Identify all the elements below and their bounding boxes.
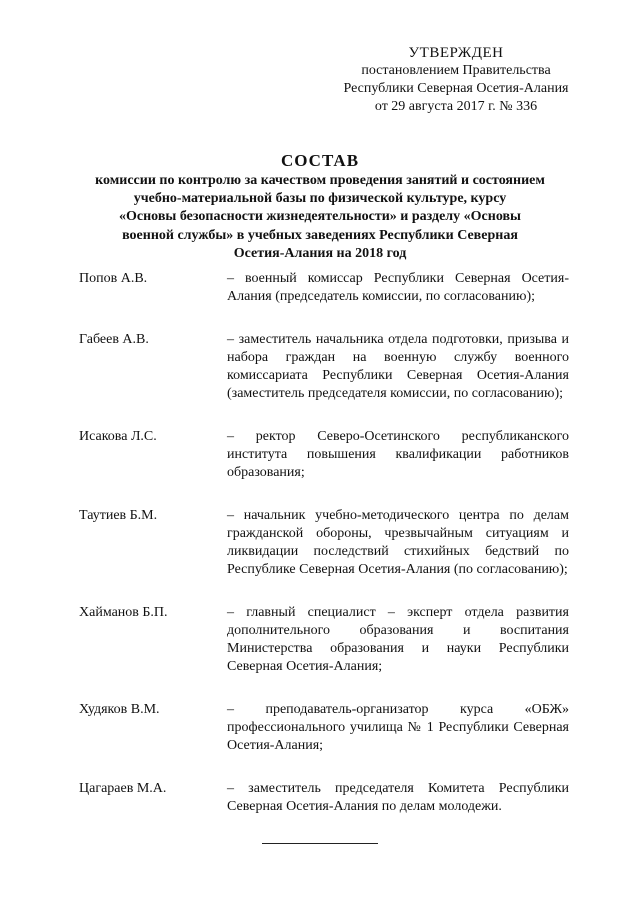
member-row — [79, 331, 569, 403]
member-row — [79, 507, 569, 579]
member-name: Хайманов Б.П. — [79, 605, 168, 620]
approval-stamp — [300, 44, 612, 116]
member-role: – главный специалист – эксперт отдела развития дополнительного образования и воспитания Министерства образования и науки Республики Северная Осетия-Алания; — [227, 605, 569, 674]
member-row — [79, 701, 569, 755]
member-name: Попов А.В. — [79, 271, 148, 286]
member-row — [79, 604, 569, 676]
approval-line-3: от 29 августа 2017 г. № 336 — [374, 99, 538, 114]
subtitle-line: учебно-материальной базы по физической культуре, курсу — [133, 191, 507, 207]
closing-divider — [262, 843, 378, 844]
approval-title: УТВЕРЖДЕН — [408, 45, 504, 61]
member-name: Исакова Л.С. — [79, 429, 157, 444]
subtitle-line: комиссии по контролю за качеством проведения занятий и состоянием — [95, 173, 545, 188]
member-name: Худяков В.М. — [79, 702, 160, 717]
member-role: – начальник учебно-методического центра по делам гражданской обороны, чрезвычайным ситуациям и ликвидации последствий стихийных бедствий по Республике Северная Осетия-Алания (по согласованию); — [227, 508, 569, 577]
subtitle-line: «Основы безопасности жизнедеятельности» и разделу «Основы — [119, 209, 521, 225]
member-role: – военный комиссар Республики Северная Осетия-Алания (председатель комиссии, по согласованию); — [227, 271, 569, 304]
document-title: СОСТАВ — [280, 151, 360, 170]
member-role: – ректор Северо-Осетинского республиканского института повышения квалификации работников образования; — [227, 429, 569, 480]
member-role: – заместитель начальника отдела подготовки, призыва и набора граждан на военную службу военного комиссариата Республики Северная Осетия-Алания (заместитель председателя комиссии, по согласованию); — [227, 332, 569, 401]
subtitle-line: Осетия-Алания на 2018 год — [233, 245, 407, 261]
member-row — [79, 780, 569, 816]
member-row — [79, 428, 569, 482]
member-name: Таутиев Б.М. — [79, 508, 158, 523]
approval-line-1: постановлением Правительства — [361, 63, 551, 78]
member-role: – преподаватель-организатор курса «ОБЖ» профессионального училища № 1 Республики Северная Осетия-Алания; — [227, 702, 569, 753]
member-name: Цагараев М.А. — [79, 781, 167, 796]
member-row — [79, 270, 569, 306]
member-name: Габеев А.В. — [79, 332, 149, 347]
document-heading — [60, 150, 580, 263]
member-list — [79, 270, 569, 841]
member-role: – заместитель председателя Комитета Республики Северная Осетия-Алания по делам молодежи. — [227, 781, 569, 814]
subtitle-line: военной службы» в учебных заведениях Республики Северная — [122, 227, 518, 243]
approval-line-2: Республики Северная Осетия-Алания — [343, 81, 569, 96]
